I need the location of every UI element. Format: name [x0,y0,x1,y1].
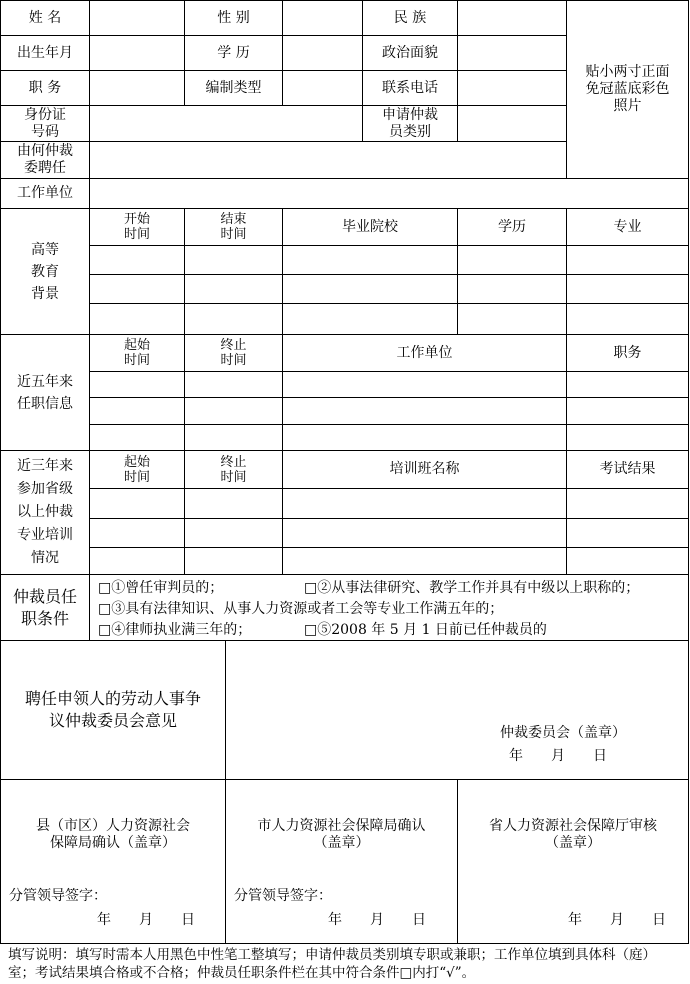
edu-cell[interactable] [566,303,689,335]
condition-2[interactable]: □②从事法律研究、教学工作并具有中级以上职称的； [304,580,640,596]
province-confirm-label: 省人力资源社会保障厅审核 （盖章） [489,818,657,851]
training-cell[interactable] [89,488,185,519]
training-cell[interactable] [566,547,689,575]
gender-label: 性 别 [184,0,283,36]
edu-cell[interactable] [89,245,185,275]
id-card-label: 身份证 号码 [0,105,90,142]
condition-4[interactable]: □④律师执业满三年的； [98,622,252,638]
career-cell[interactable] [282,371,567,398]
opinion-box[interactable] [225,640,689,780]
training-cell[interactable] [184,547,283,575]
education-label: 学 历 [184,35,283,71]
ethnicity-label: 民 族 [362,0,458,36]
condition-1[interactable]: □①曾任审判员的； [98,580,224,596]
political-field[interactable] [457,35,567,71]
career-cell[interactable] [89,424,185,451]
career-section-label: 近五年来 任职信息 [0,334,90,451]
edu-end-header: 结束 时间 [184,208,283,246]
edu-cell[interactable] [457,274,567,304]
appointed-by-label: 由何仲裁 委聘任 [0,141,90,179]
education-field[interactable] [282,35,363,71]
career-cell[interactable] [282,424,567,451]
phone-field[interactable] [457,70,567,106]
career-cell[interactable] [566,397,689,425]
training-cell[interactable] [566,518,689,548]
training-cell[interactable] [566,488,689,519]
staffing-field[interactable] [282,70,363,106]
city-sign-label: 分管领导签字： [234,888,332,904]
career-cell[interactable] [184,397,283,425]
career-cell[interactable] [184,424,283,451]
training-section-label: 近三年来 参加省级 以上仲裁 专业培训 情况 [0,450,90,575]
career-end-header: 终止 时间 [184,334,283,372]
edu-school-header: 毕业院校 [282,208,458,246]
edu-cell[interactable] [457,245,567,275]
condition-5[interactable]: □⑤2008 年 5 月 1 日前已任仲裁员的 [304,622,547,638]
staffing-label: 编制类型 [184,70,283,106]
arbitrator-type-field[interactable] [457,105,567,142]
edu-cell[interactable] [89,303,185,335]
opinion-date: 年 月 日 [509,748,607,764]
training-end-header: 终止 时间 [184,450,283,489]
county-confirm-box[interactable] [0,779,226,944]
edu-major-header: 专业 [566,208,689,246]
county-sign-label: 分管领导签字： [9,888,107,904]
training-cell[interactable] [184,488,283,519]
edu-cell[interactable] [184,274,283,304]
edu-cell[interactable] [282,274,458,304]
conditions-box [89,574,689,641]
edu-cell[interactable] [184,245,283,275]
career-cell[interactable] [566,371,689,398]
county-date: 年 月 日 [97,912,195,928]
name-field[interactable] [89,0,185,36]
position-label: 职 务 [0,70,90,106]
work-unit-field[interactable] [89,178,689,209]
political-label: 政治面貌 [362,35,458,71]
training-cell[interactable] [89,518,185,548]
career-cell[interactable] [184,371,283,398]
career-cell[interactable] [566,424,689,451]
edu-cell[interactable] [457,303,567,335]
arbitrator-type-label: 申请仲裁 员类别 [362,105,458,142]
city-date: 年 月 日 [328,912,426,928]
training-cell[interactable] [282,518,567,548]
edu-cell[interactable] [282,303,458,335]
career-start-header: 起始 时间 [89,334,185,372]
county-confirm-label: 县（市区）人力资源社会 保障局确认（盖章） [36,818,190,851]
training-cell[interactable] [282,547,567,575]
conditions-label: 仲裁员任 职条件 [0,574,90,641]
work-unit-label: 工作单位 [0,178,90,209]
id-card-field[interactable] [89,105,363,142]
edu-cell[interactable] [89,274,185,304]
city-confirm-box[interactable] [225,779,458,944]
edu-start-header: 开始 时间 [89,208,185,246]
phone-label: 联系电话 [362,70,458,106]
training-cell[interactable] [89,547,185,575]
position-field[interactable] [89,70,185,106]
photo-box[interactable]: 贴小两寸正面 免冠蓝底彩色 照片 [566,0,689,179]
opinion-label: 聘任申领人的劳动人事争 议仲裁委员会意见 [0,640,226,780]
province-date: 年 月 日 [568,912,666,928]
edu-cell[interactable] [566,274,689,304]
edu-degree-header: 学历 [457,208,567,246]
edu-cell[interactable] [282,245,458,275]
career-cell[interactable] [89,371,185,398]
training-start-header: 起始 时间 [89,450,185,489]
career-cell[interactable] [282,397,567,425]
edu-cell[interactable] [566,245,689,275]
condition-3[interactable]: □③具有法律知识、从事人力资源或者工会等专业工作满五年的； [98,601,504,617]
appointed-by-field[interactable] [89,141,567,179]
edu-cell[interactable] [184,303,283,335]
filling-instructions: 填写说明：填写时需本人用黑色中性笔工整填写；申请仲裁员类别填专职或兼职；工作单位填到具体科（庭）室；考试结果填合格或不合格；仲裁员任职条件栏在其中符合条件□内打“√”。 [8,947,656,981]
career-cell[interactable] [89,397,185,425]
training-cell[interactable] [282,488,567,519]
birth-field[interactable] [89,35,185,71]
birth-label: 出生年月 [0,35,90,71]
opinion-seal: 仲裁委员会（盖章） [500,725,626,741]
career-post-header: 职务 [566,334,689,372]
education-section-label: 高等 教育 背景 [0,208,90,335]
training-cell[interactable] [184,518,283,548]
province-confirm-box[interactable] [457,779,689,944]
gender-field[interactable] [282,0,363,36]
training-result-header: 考试结果 [566,450,689,489]
training-course-header: 培训班名称 [282,450,567,489]
ethnicity-field[interactable] [457,0,567,36]
city-confirm-label: 市人力资源社会保障局确认 （盖章） [257,818,426,851]
name-label: 姓 名 [0,0,90,36]
career-unit-header: 工作单位 [282,334,567,372]
